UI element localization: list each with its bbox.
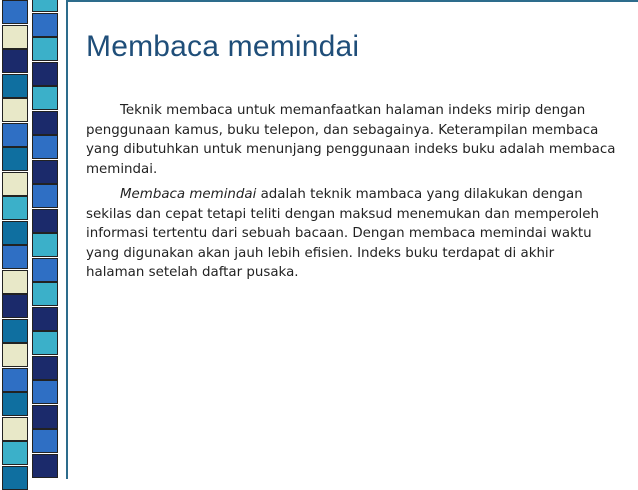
decorative-square bbox=[2, 196, 28, 220]
decorative-square bbox=[32, 356, 58, 380]
decorative-square bbox=[2, 392, 28, 416]
decorative-square bbox=[32, 258, 58, 282]
decorative-square bbox=[32, 0, 58, 12]
slide-body bbox=[86, 101, 616, 289]
decorative-square bbox=[32, 331, 58, 355]
decorative-square bbox=[2, 49, 28, 73]
decorative-square bbox=[32, 307, 58, 331]
decorative-square bbox=[2, 25, 28, 49]
decorative-square bbox=[32, 209, 58, 233]
paragraph-2 bbox=[86, 185, 616, 283]
decorative-square bbox=[2, 123, 28, 147]
decorative-square bbox=[32, 282, 58, 306]
decorative-square bbox=[32, 86, 58, 110]
decorative-square bbox=[32, 233, 58, 257]
decorative-square bbox=[32, 184, 58, 208]
decorative-square bbox=[2, 368, 28, 392]
decorative-square bbox=[2, 245, 28, 269]
decorative-square bbox=[2, 172, 28, 196]
decorative-square bbox=[2, 466, 28, 490]
paragraph-1: Teknik membaca untuk memanfaatkan halaman indeks mirip dengan penggunaan kamus, buku telepon, dan sebagainya. Keterampilan membaca yang dibutuhkan untuk menunjang penggunaan indeks buku adalah membaca memindai. bbox=[86, 103, 616, 177]
decorative-square bbox=[32, 37, 58, 61]
decorative-square-strip bbox=[0, 0, 62, 479]
decorative-square bbox=[2, 0, 28, 24]
decorative-square bbox=[32, 429, 58, 453]
vertical-divider-line bbox=[66, 0, 68, 479]
decorative-square bbox=[2, 74, 28, 98]
decorative-square bbox=[32, 405, 58, 429]
slide-title: Membaca memindai bbox=[86, 30, 360, 63]
decorative-square bbox=[2, 343, 28, 367]
paragraph-2-emphasis: Membaca memindai bbox=[120, 187, 257, 202]
decorative-square bbox=[2, 147, 28, 171]
decorative-square bbox=[32, 62, 58, 86]
paragraph-2-text: adalah teknik mambaca yang dilakukan dengan sekilas dan cepat tetapi teliti dengan maksud menemukan dan memperoleh informasi tertentu dari sebuah bacaan. Dengan membaca memindai waktu yang digunakan akan jauh lebih efisien. Indeks buku terdapat di akhir halaman setelah daftar pusaka. bbox=[86, 187, 599, 280]
decorative-square bbox=[2, 221, 28, 245]
decorative-square bbox=[32, 380, 58, 404]
decorative-square bbox=[2, 417, 28, 441]
decorative-square bbox=[32, 111, 58, 135]
decorative-square bbox=[32, 160, 58, 184]
decorative-square bbox=[2, 98, 28, 122]
decorative-square bbox=[32, 13, 58, 37]
decorative-square bbox=[2, 294, 28, 318]
decorative-square bbox=[2, 441, 28, 465]
decorative-square bbox=[2, 270, 28, 294]
decorative-square bbox=[32, 454, 58, 478]
decorative-square bbox=[32, 135, 58, 159]
decorative-square bbox=[2, 319, 28, 343]
top-border-line bbox=[66, 0, 638, 2]
